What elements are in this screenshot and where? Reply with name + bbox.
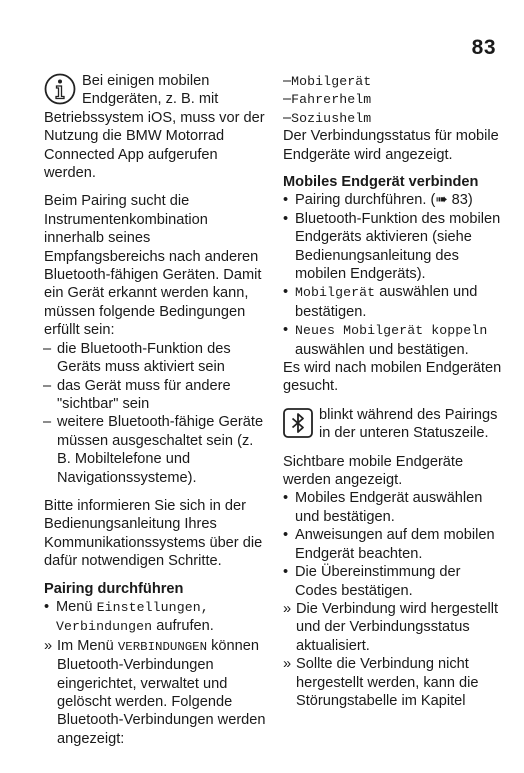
page-number: 83 — [471, 36, 496, 59]
pairing-results — [44, 637, 269, 748]
pairing-paragraph: Beim Pairing sucht die Instrumentenkombination innerhalb seines Empfangsbereichs nach anderen Bluetooth-fähigen Geräten. Damit ein Gerät erkannt werden kann, müssen folgende Bedingungen erfüllt sein: — [44, 193, 262, 339]
list-item: • Menü Einstellungen, Verbindungen aufrufen. — [44, 598, 214, 635]
list-item: • Anweisungen auf dem mobilen Endgerät beachten. — [283, 527, 495, 562]
bluetooth-icon — [283, 408, 313, 438]
section-heading-pairing: Pairing durchführen — [44, 580, 184, 597]
info-note — [44, 72, 269, 182]
result-list — [283, 600, 503, 710]
info-icon — [44, 73, 76, 105]
confirm-steps — [283, 489, 503, 599]
search-text: Es wird nach mobilen Endgeräten gesucht. — [283, 360, 502, 395]
list-item: • Pairing durchführen. (➠ 83) — [283, 192, 473, 209]
visible-text: Sichtbare mobile Endgeräte werden angezeigt. — [283, 453, 464, 489]
list-item: – weitere Bluetooth-fähige Geräte müssen ausgeschaltet sein (z. B. Mobiltelefone und Navigationssysteme). — [43, 414, 264, 486]
list-item: » Die Verbindung wird hergestellt und der Verbindungsstatus aktualisiert. — [283, 600, 498, 654]
list-item: – das Gerät muss für andere "sichtbar" sein — [43, 377, 231, 412]
bluetooth-text: blinkt während des Pairings in der unteren Statuszeile. — [319, 406, 498, 442]
list-item: • Die Übereinstimmung der Codes bestätigen. — [283, 564, 461, 599]
list-item: • Bluetooth-Funktion des mobilen Endgeräts aktivieren (siehe Bedienungsanleitung des mobilen Endgeräts). — [283, 210, 501, 283]
bluetooth-note — [283, 406, 503, 443]
list-item: – die Bluetooth-Funktion des Geräts muss aktiviert sein — [43, 340, 231, 376]
left-column — [44, 72, 269, 748]
info-text: Bei einigen mobilen Endgeräten, z. B. mit Betriebssystem iOS, muss vor der Nutzung die BMW Motorrad Connected App aufgerufen werden. — [44, 73, 265, 182]
info-paragraph: Bitte informieren Sie sich in der Bedienungsanleitung Ihres Kommunikationssystems über die dafür notwendigen Schritte. — [44, 497, 263, 570]
status-text: Der Verbindungsstatus für mobile Endgeräte wird angezeigt. — [283, 128, 499, 163]
list-item: • Mobiles Endgerät auswählen und bestätigen. — [283, 490, 483, 525]
list-item: • Mobilgerät auswählen und bestätigen. — [283, 284, 478, 320]
connection-item: –Soziushelm — [283, 109, 372, 126]
pairing-steps — [44, 598, 269, 637]
list-item: » Im Menü VERBINDUNGEN können Bluetooth-Verbindungen eingerichtet, verwaltet und gelöscht werden. Folgende Bluetooth-Verbindungen werden angezeigt: — [44, 637, 266, 747]
connection-item: –Fahrerhelm — [283, 91, 372, 108]
conditions-list — [44, 340, 269, 487]
section-heading-connect: Mobiles Endgerät verbinden — [283, 173, 479, 190]
right-column — [283, 72, 503, 710]
list-item: » Sollte die Verbindung nicht hergestellt werden, kann die Störungstabelle im Kapitel — [283, 656, 479, 709]
connection-item: –Mobilgerät — [283, 73, 372, 89]
list-item: • Neues Mobilgerät koppeln auswählen und bestätigen. — [283, 322, 488, 358]
connect-steps — [283, 191, 503, 359]
